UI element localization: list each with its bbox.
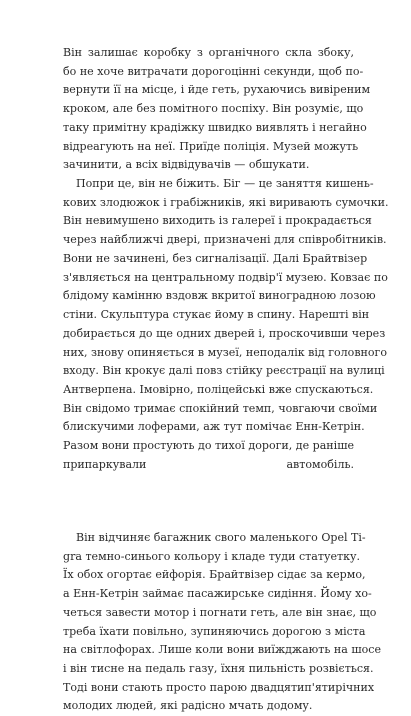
text-line: Він невимушено виходить із галереї і прокрадається: [63, 214, 372, 228]
text-line: бо не хоче витрачати дорогоцінні секунди, щоб по-: [63, 64, 364, 78]
text-line: [63, 493, 354, 512]
text-line: Вони не зачинені, без сигналізації. Далі Брайтвізер: [63, 251, 368, 265]
text-line: вернути її на місце, і йде геть, рухаючись вивіреним: [63, 83, 371, 97]
text-line: gra темно-синього кольору і кладе туди статуетку.: [63, 549, 361, 563]
text-line: відреагують на неї. Приїде поліція. Музей можуть: [63, 139, 359, 153]
paragraph-3: [63, 529, 382, 716]
text-line: кових злодюжок і грабіжників, які виривають сумочки.: [63, 195, 389, 209]
text-line: молодих людей, які радісно мчать додому.: [63, 699, 313, 713]
text-line: Їх обох огортає ейфорія. Брайтвізер сідає за кермо,: [63, 568, 366, 582]
text-line: стіни. Скульптура стукає йому в спину. Нарешті він: [63, 308, 370, 322]
text-line: на світлофорах. Лише коли вони виїжджають на шосе: [63, 643, 382, 657]
text-line: четься завести мотор і погнати геть, але він знає, що: [63, 605, 377, 619]
paragraph-2: [63, 175, 389, 512]
body-text: [63, 44, 389, 716]
text-line: через найближчі двері, призначені для співробітників.: [63, 233, 387, 247]
text-line: і він тисне на педаль газу, їхня пильність розвіється.: [63, 662, 374, 675]
text-line: з'являється на центральному подвір'ї музею. Ковзає по: [63, 270, 388, 284]
text-line: входу. Він крокує далі повз стійку реєстрації на вулиці: [63, 364, 385, 378]
text-line: припаркували автомобіль.: [63, 457, 354, 471]
text-line: Він відчиняє багажник свого маленького Opel Ti-: [76, 530, 366, 544]
text-line: [63, 475, 354, 494]
paragraph-gap: [63, 512, 354, 529]
paragraph-1: [63, 44, 371, 175]
text-line: блискучими лоферами, аж тут помічає Енн-Кетрін.: [63, 420, 365, 434]
text-line: блідому камінню вздовж вкритої виноградною лозою: [63, 289, 376, 303]
text-line: них, знову опиняється в музеї, неподалік від головного: [63, 345, 387, 359]
text-line: таку примітну крадіжку швидко виявлять і негайно: [63, 120, 367, 134]
text-line: добирається до ще одних дверей і, проскочивши через: [63, 326, 386, 340]
text-line: треба їхати повільно, зупиняючись дорогою з міста: [63, 624, 366, 638]
text-line: а Енн-Кетрін займає пасажирське сидіння. Йому хо-: [63, 587, 372, 601]
text-line: зачинити, а всіх відвідувачів — обшукати.: [63, 158, 310, 172]
text-line: Попри це, він не біжить. Біг — це заняття кишень-: [76, 177, 374, 191]
text-line: Він свідомо тримає спокійний темп, човгаючи своїми: [63, 401, 378, 415]
text-line: Тоді вони стають просто парою двадцятип'ятирічних: [63, 680, 375, 694]
text-line: Антверпена. Імовірно, поліцейські вже спускаються.: [63, 382, 374, 396]
text-line: Разом вони простують до тихої дороги, де раніше: [63, 439, 354, 453]
text-line: кроком, але без помітного поспіху. Він розуміє, що: [63, 102, 364, 116]
text-line: Він залишає коробку з органічного скла збоку,: [63, 46, 354, 59]
